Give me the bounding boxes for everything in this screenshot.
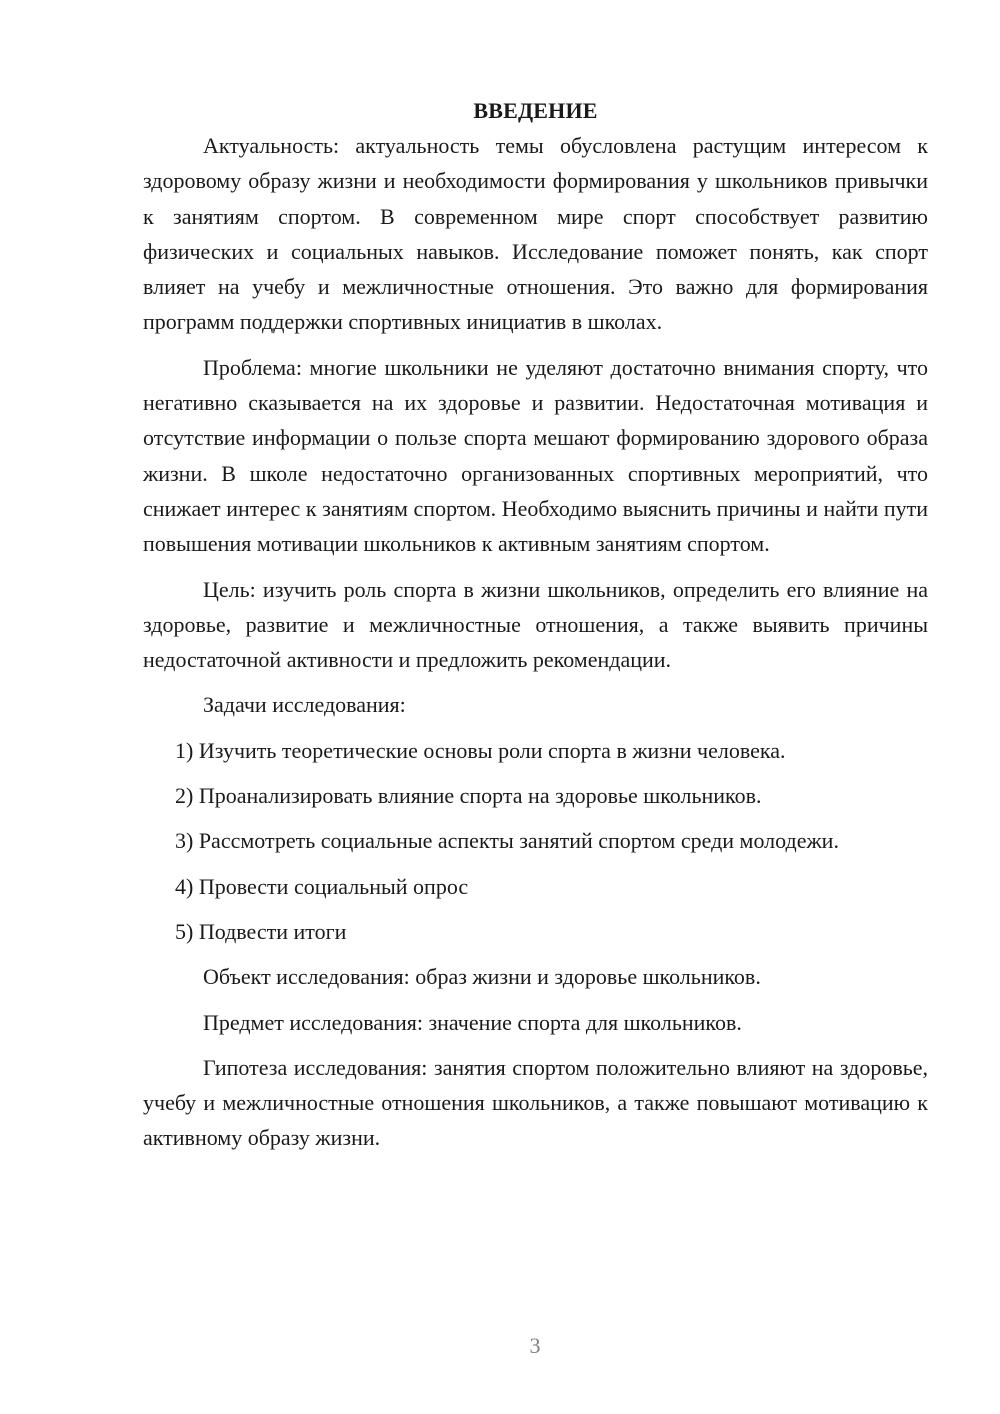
page-title: ВВЕДЕНИЕ xyxy=(473,98,598,123)
document-page xyxy=(143,95,928,1166)
subject-line: Предмет исследования: значение спорта для школьников. xyxy=(203,1009,742,1035)
list-item: 2) Проанализировать влияние спорта на здоровье школьников. xyxy=(175,783,762,809)
list-item: 1) Изучить теоретические основы роли спорта в жизни человека. xyxy=(175,737,786,763)
list-item: 3) Рассмотреть социальные аспекты занятий спортом среди молодежи. xyxy=(175,828,839,854)
page-number: 3 xyxy=(529,1333,541,1358)
list-item: 4) Провести социальный опрос xyxy=(175,873,469,899)
goal-paragraph: Цель: изучить роль спорта в жизни школьников, определить его влияние на здоровье, развитие и межличностные отношения, а также выявить причины недостаточной активности и предложить рекомендации. xyxy=(143,576,928,673)
relevance-paragraph: Актуальность: актуальность темы обусловлена растущим интересом к здоровому образу жизни и необходимости формирования у школьников привычки к занятиям спортом. В современном мире спорт способствует развитию физических и социальных навыков. Исследование поможет понять, как спорт влияет на учебу и межличностные отношения. Это важно для формирования программ поддержки спортивных инициатив в школах. xyxy=(143,133,928,335)
hypothesis-paragraph: Гипотеза исследования: занятия спортом положительно влияют на здоровье, учебу и межличностные отношения школьников, а также повышают мотивацию к активному образу жизни. xyxy=(143,1054,928,1151)
list-item: 5) Подвести итоги xyxy=(175,918,347,944)
tasks-heading: Задачи исследования: xyxy=(203,692,406,718)
object-line: Объект исследования: образ жизни и здоровье школьников. xyxy=(203,964,761,990)
problem-paragraph: Проблема: многие школьники не уделяют достаточно внимания спорту, что негативно сказывается на их здоровье и развитии. Недостаточная мотивация и отсутствие информации о пользе спорта мешают формированию здорового образа жизни. В школе недостаточно организованных спортивных мероприятий, что снижает интерес к занятиям спортом. Необходимо выяснить причины и найти пути повышения мотивации школьников к активным занятиям спортом. xyxy=(143,354,928,557)
tasks-list xyxy=(143,733,928,949)
